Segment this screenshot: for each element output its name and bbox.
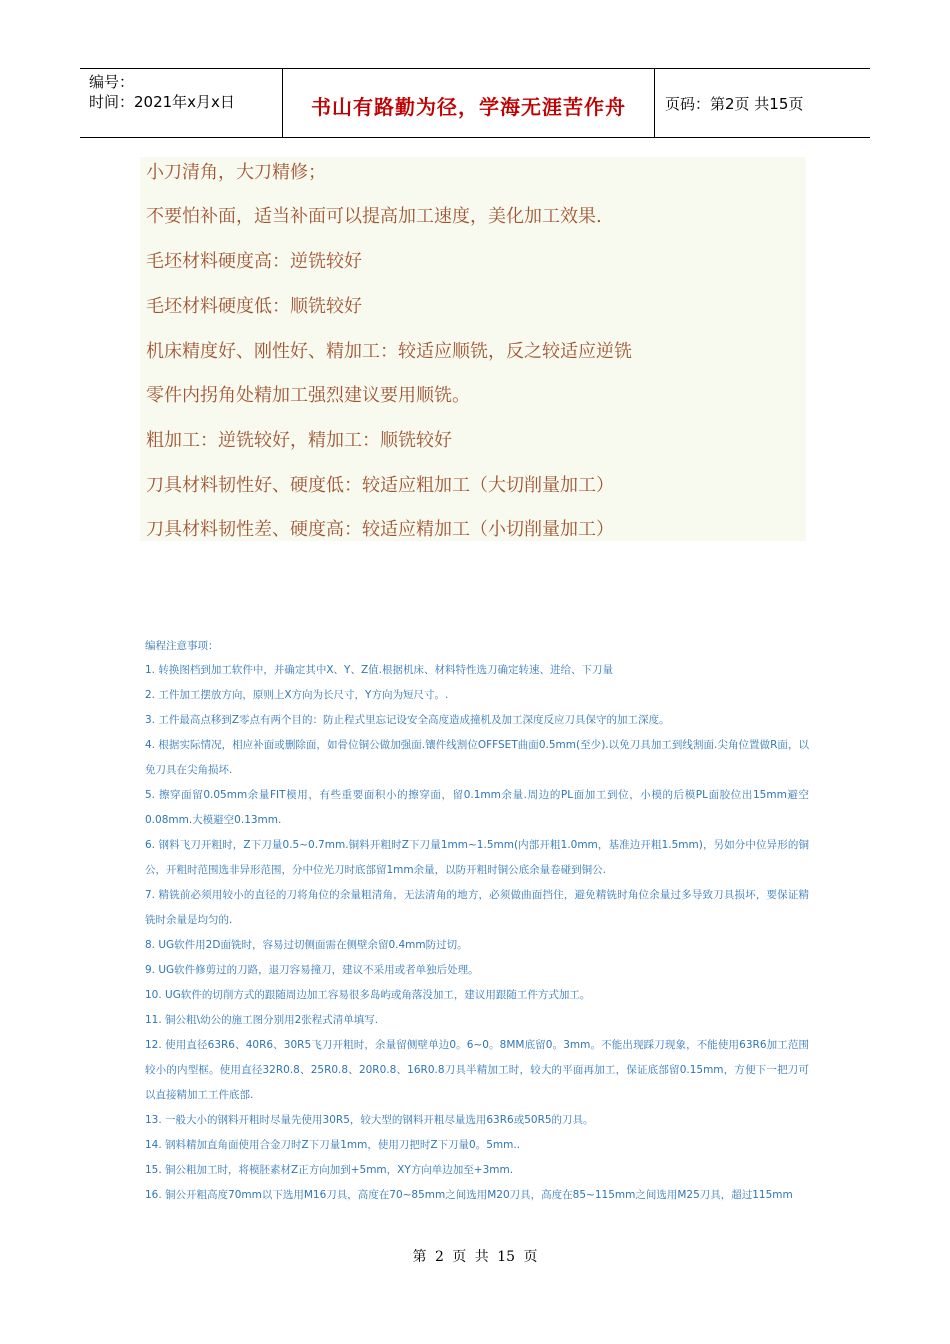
note-item: 14. 钢料精加直角面使用合金刀时Z下刀量1mm，使用刀把时Z下刀量0。5mm.. [145,1139,521,1151]
tip-line: 粗加工：逆铣较好，精加工：顺铣较好 [146,430,452,451]
note-item: 16. 铜公开粗高度70mm以下选用M16刀具，高度在70~85mm之间选用M20刀具，高度在85~115mm之间选用M25刀具，超过115mm [145,1189,793,1201]
header-page-cell [655,69,870,137]
note-item: 4. 根据实际情况，相应补面或删除面，如骨位铜公做加强面.镶件线割位OFFSET曲面0.5mm(至少).以免刀具加工到线割面.尖角位置做R面，以免刀具在尖角损坏. [145,739,809,776]
tip-line: 毛坯材料硬度高：逆铣较好 [146,251,362,272]
notes-title: 编程注意事项： [145,640,219,652]
page-footer: 第 2 页 共 15 页 [412,1249,538,1265]
tip-line: 毛坯材料硬度低：顺铣较好 [146,296,362,317]
note-item: 8. UG软件用2D面铣时，容易过切侧面需在侧壁余留0.4mm防过切。 [145,939,468,951]
header-motto-cell [283,69,655,137]
tip-line: 零件内拐角处精加工强烈建议要用顺铣。 [146,385,470,406]
note-item: 10. UG软件的切削方式的跟随周边加工容易很多岛屿或角落没加工，建议用跟随工件方式加工。 [145,989,591,1001]
note-item: 6. 钢料飞刀开粗时，Z下刀量0.5~0.7mm.铜料开粗时Z下刀量1mm~1.5mm(内部开粗1.0mm，基准边开粗1.5mm)，另如分中位异形的铜公，开粗时范围选非异形范围，分中位光刀时底部留1mm余量，以防开粗时铜公底余量卷碰到铜公. [145,839,809,876]
note-item: 5. 擦穿面留0.05mm余量FIT模用，有些重要面积小的擦穿面，留0.1mm余量.周边的PL面加工到位，小模的后模PL面胶位出15mm避空0.08mm.大模避空0.13mm. [145,789,809,826]
note-item: 12. 使用直径63R6、40R6、30R5飞刀开粗时，余量留侧壁单边0。6~0。8MM底留0。3mm。不能出现踩刀现象，不能使用63R6加工范围较小的内型框。使用直径32R0.8、25R0.8、20R0.8、16R0.8刀具半精加工时，较大的平面再加工，保证底部留0.15mm，方便下一把刀可以直接精加工工件底部. [145,1039,809,1101]
document-date: 时间：2021年x月x日 [89,93,235,111]
note-item: 15. 铜公粗加工时，将模胚素材Z正方向加到+5mm，XY方向单边加至+3mm. [145,1164,514,1176]
document-number-label: 编号： [89,73,135,91]
header-meta-cell [80,69,283,137]
note-item: 13. 一般大小的钢料开粗时尽量先使用30R5，较大型的钢料开粗尽量选用63R6或50R5的刀具。 [145,1114,594,1126]
note-item: 11. 铜公粗\幼公的施工图分别用2张程式清单填写. [145,1014,379,1026]
page-number-info: 页码：第2页 共15页 [665,94,804,113]
tip-line: 小刀清角，大刀精修； [146,162,326,183]
motto-text: 书山有路勤为径，学海无涯苦作舟 [311,94,626,119]
tip-line: 机床精度好、刚性好、精加工：较适应顺铣，反之较适应逆铣 [146,341,632,362]
tip-line: 不要怕补面，适当补面可以提高加工速度，美化加工效果. [146,206,602,227]
tip-line: 刀具材料韧性好、硬度低：较适应粗加工（大切削量加工） [146,475,614,496]
note-item: 2. 工件加工摆放方向，原则上X方向为长尺寸，Y方向为短尺寸。. [145,689,449,701]
note-item: 1. 转换图档到加工软件中，并确定其中X、Y、Z值.根据机床、材料特性选刀确定转速、进给、下刀量 [145,664,613,676]
note-item: 3. 工件最高点移到Z零点有两个目的：防止程式里忘记设安全高度造成撞机及加工深度反应刀具保守的加工深度。 [145,714,670,726]
machining-tips-block [140,157,806,541]
note-item: 9. UG软件修剪过的刀路，退刀容易撞刀，建议不采用或者单独后处理。 [145,964,479,976]
page-header [80,68,870,138]
tip-line: 刀具材料韧性差、硬度高：较适应精加工（小切削量加工） [146,519,614,540]
note-item: 7. 精铣前必须用较小的直径的刀将角位的余量粗清角，无法清角的地方，必须做曲面挡住，避免精铣时角位余量过多导致刀具损坏，要保证精铣时余量是均匀的. [145,889,809,926]
